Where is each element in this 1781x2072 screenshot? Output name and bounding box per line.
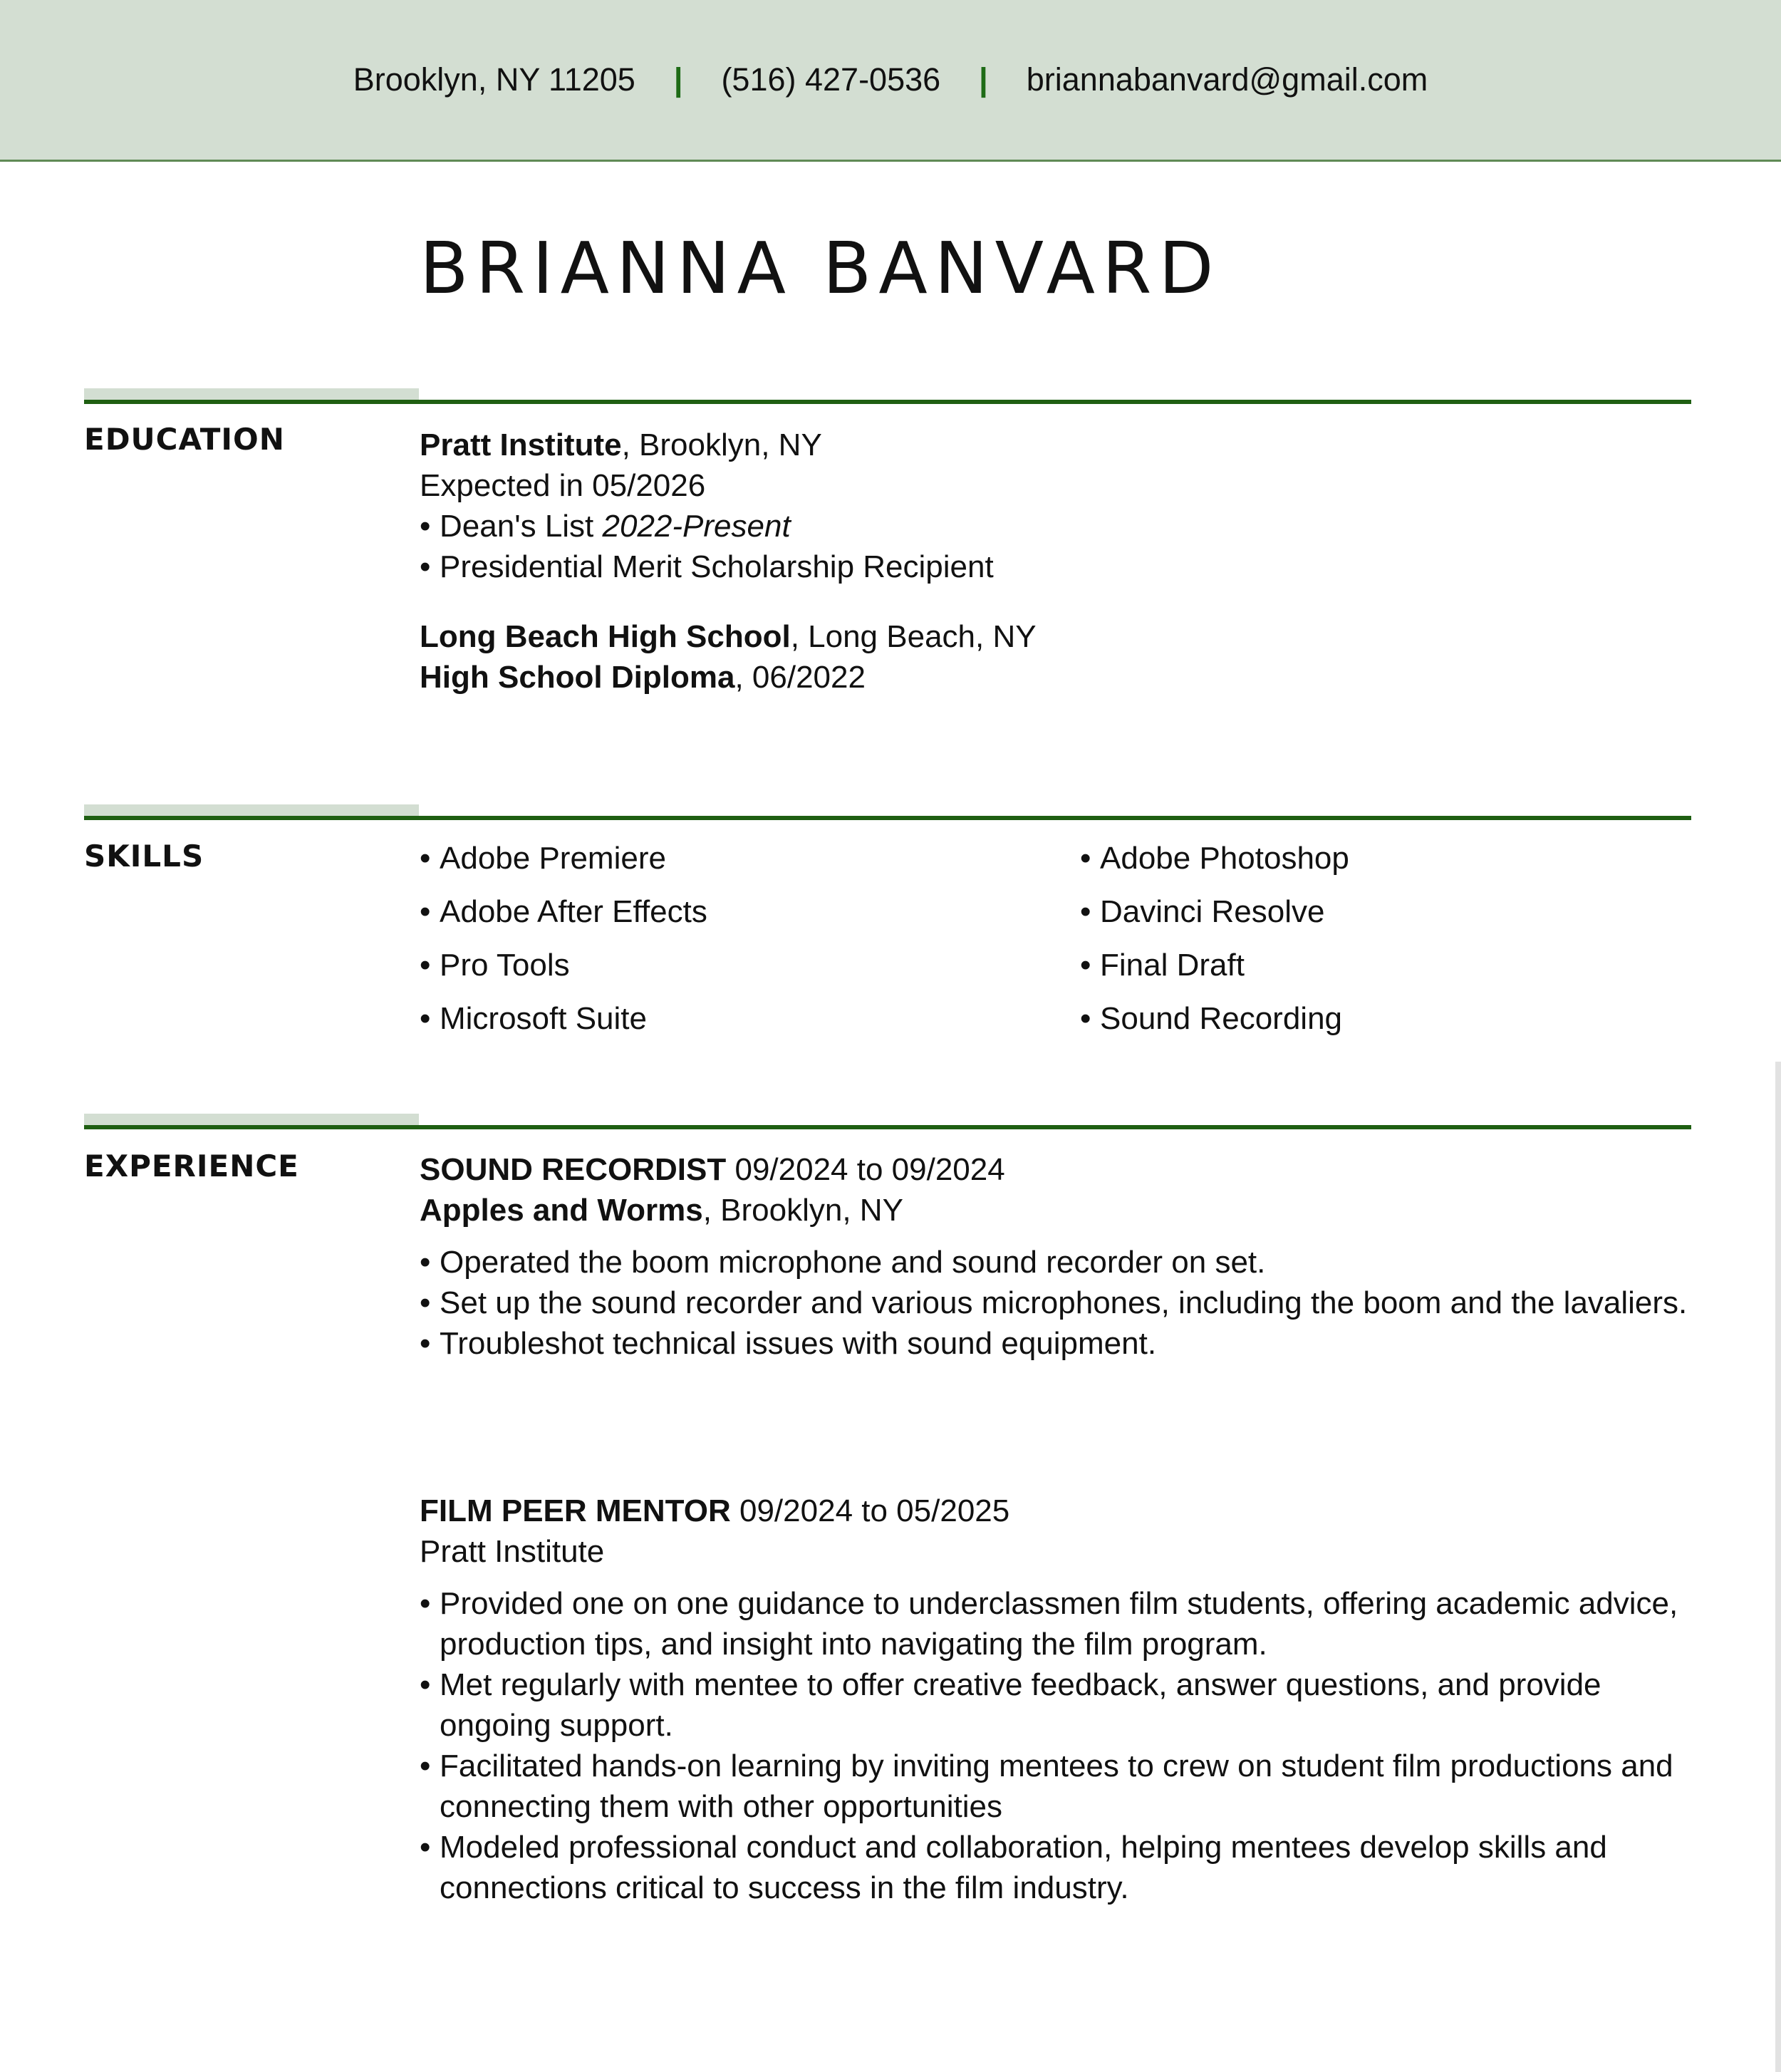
- deans-list-years: 2022-Present: [602, 509, 791, 544]
- list-item: • Modeled professional conduct and collaboration, helping mentees develop skills and connections critical to success in the film industry.: [420, 1827, 1693, 1908]
- list-item: • Set up the sound recorder and various microphones, including the boom and the lavaliers.: [420, 1283, 1693, 1323]
- skill-item: • Adobe Premiere: [420, 841, 666, 876]
- skill-item: • Sound Recording: [1080, 1001, 1342, 1037]
- job-role: FILM PEER MENTOR: [420, 1493, 731, 1528]
- job-dates: 09/2024 to 05/2025: [730, 1493, 1010, 1528]
- diploma-line: [420, 657, 1037, 698]
- job-bullets: [420, 1242, 1693, 1364]
- contact-address: Brooklyn, NY 11205: [353, 61, 635, 98]
- section-accent: [84, 388, 419, 400]
- skills-title: SKILLS: [84, 839, 204, 874]
- section-accent: [84, 1114, 419, 1125]
- education-title: EDUCATION: [84, 422, 285, 457]
- skill-item: • Pro Tools: [420, 948, 570, 983]
- contact-header: [0, 0, 1781, 162]
- school-location: , Long Beach, NY: [790, 619, 1037, 654]
- job-dates: 09/2024 to 09/2024: [726, 1152, 1005, 1187]
- list-item: • Troubleshot technical issues with sound equipment.: [420, 1323, 1693, 1364]
- job-entry: [420, 1491, 1693, 1908]
- job-heading: [420, 1149, 1693, 1190]
- section-rule: [84, 816, 1691, 820]
- job-heading: [420, 1491, 1693, 1531]
- contact-separator: |: [673, 61, 683, 98]
- job-employer: Apples and Worms: [420, 1193, 703, 1228]
- school-line: [420, 616, 1037, 657]
- job-bullets: [420, 1583, 1693, 1908]
- contact-email: briannabanvard@gmail.com: [1026, 61, 1428, 98]
- school-location: , Brooklyn, NY: [621, 428, 822, 462]
- section-accent: [84, 804, 419, 816]
- list-item: • Presidential Merit Scholarship Recipient: [420, 547, 1037, 587]
- school-name: Long Beach High School: [420, 619, 791, 654]
- list-item: • Facilitated hands-on learning by inviting mentees to crew on student film productions and connecting them with other opportunities: [420, 1746, 1693, 1827]
- experience-title: EXPERIENCE: [84, 1149, 299, 1183]
- deans-list-label: Dean's List: [440, 509, 603, 544]
- contact-phone: (516) 427-0536: [721, 61, 941, 98]
- job-location: , Brooklyn, NY: [702, 1193, 903, 1228]
- skill-item: • Final Draft: [1080, 948, 1245, 983]
- contact-separator: |: [979, 61, 988, 98]
- diploma-date: , 06/2022: [734, 660, 866, 695]
- job-employer-line: [420, 1190, 1693, 1231]
- job-employer: Pratt Institute: [420, 1534, 605, 1569]
- expected-date: Expected in 05/2026: [420, 468, 706, 503]
- list-item: [420, 506, 1037, 547]
- section-rule: [84, 400, 1691, 404]
- candidate-name: BRIANNA BANVARD: [420, 227, 1221, 310]
- skill-item: • Microsoft Suite: [420, 1001, 647, 1037]
- school-line: [420, 425, 1037, 465]
- list-item: • Met regularly with mentee to offer creative feedback, answer questions, and provide ongoing support.: [420, 1664, 1693, 1746]
- list-item: • Operated the boom microphone and sound recorder on set.: [420, 1242, 1693, 1283]
- job-entry: [420, 1149, 1693, 1364]
- section-rule: [84, 1125, 1691, 1129]
- diploma-name: High School Diploma: [420, 660, 735, 695]
- list-item: • Provided one on one guidance to underclassmen film students, offering academic advice, production tips, and insight into navigating the film program.: [420, 1583, 1693, 1664]
- skill-item: • Davinci Resolve: [1080, 894, 1324, 930]
- school-name: Pratt Institute: [420, 428, 622, 462]
- skill-item: • Adobe After Effects: [420, 894, 707, 930]
- page-edge-shadow: [1775, 1062, 1781, 2072]
- job-role: SOUND RECORDIST: [420, 1152, 727, 1187]
- skill-item: • Adobe Photoshop: [1080, 841, 1349, 876]
- education-block: [420, 425, 1037, 698]
